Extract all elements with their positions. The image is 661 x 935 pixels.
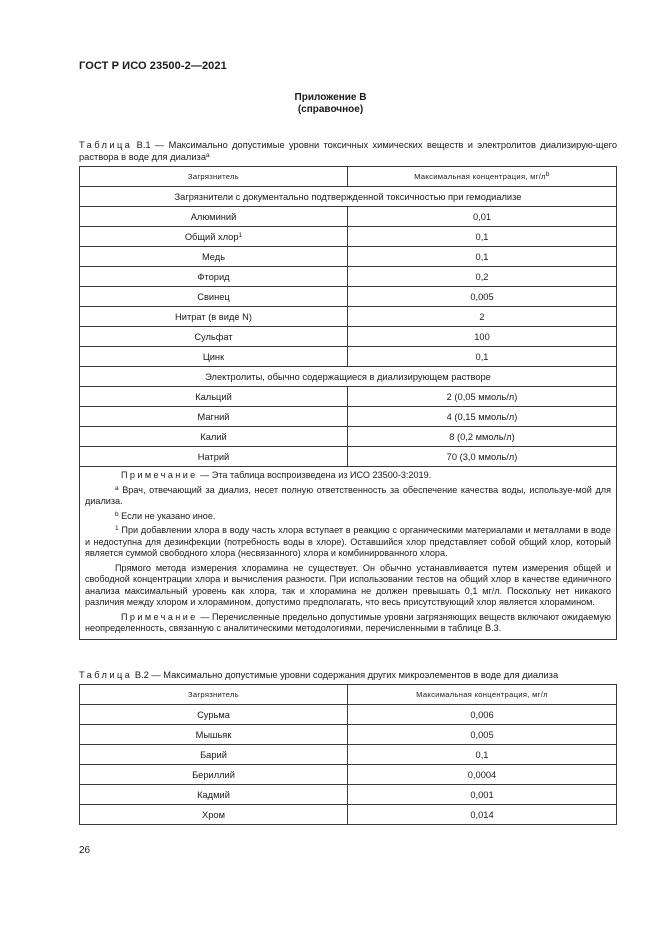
table2 <box>79 684 617 825</box>
table1-section2: Электролиты, обычно содержащиеся в диализирующем растворе <box>80 367 617 387</box>
note-1: Примечание — Эта таблица воспроизведена из ИСО 23500-3:2019. <box>121 470 432 480</box>
footnote-1: $^1$ При добавлении хлора в воду часть хлора вступает в реакцию с органическими материалами и металлами в воде и недоступна для дезинфекции (потребность воды в хлоре). Оставшийся хлор представляет собой общий хлор, который является суммой свободного хлора (несвязанного) хлора и комбинированного хлора. <box>85 525 611 558</box>
concentration-value: 2 <box>348 307 617 327</box>
table1-col2-header: Максимальная концентрация, $мг/л^b$ <box>348 167 617 187</box>
concentration-value: 0,014 <box>348 805 617 825</box>
contaminant-name: Общий хлор$^1$ <box>80 227 348 247</box>
table-row <box>80 287 617 307</box>
appendix-title: Приложение В <box>294 92 367 103</box>
table-row <box>80 307 617 327</box>
element-name: Кадмий <box>80 785 348 805</box>
table-row <box>80 227 617 247</box>
appendix-subtitle: (справочное) <box>297 104 364 115</box>
table1-caption-text: В.1 — Максимально допустимые уровни токсичных химических веществ и электролитов диализирую-щего раствора в воде для диализа <box>79 140 617 162</box>
table1-section1: Загрязнители с документально подтвержденной токсичностью при гемодиализе <box>80 187 617 207</box>
element-name: Хром <box>80 805 348 825</box>
table2-caption-text: В.2 — Максимально допустимые уровни содержания других микроэлементов в воде для диализа <box>134 670 559 680</box>
concentration-value: 0,006 <box>348 705 617 725</box>
table-row <box>80 407 617 427</box>
table2-col1-header: Загрязнитель <box>80 685 348 705</box>
table-row <box>80 725 617 745</box>
table2-col2-header: Максимальная концентрация, мг/л <box>348 685 617 705</box>
concentration-value: 0,005 <box>348 287 617 307</box>
footnote-b: $^b$ Если не указано иное. <box>115 510 216 521</box>
table1-section-row <box>80 187 617 207</box>
table-row <box>80 705 617 725</box>
table-row <box>80 427 617 447</box>
table2-caption <box>79 669 617 681</box>
appendix-heading <box>0 92 661 116</box>
concentration-value: 0,0004 <box>348 765 617 785</box>
concentration-value: 0,01 <box>348 207 617 227</box>
electrolyte-name: Магний <box>80 407 348 427</box>
table1-caption-sup: a <box>205 152 210 159</box>
electrolyte-name: Натрий <box>80 447 348 467</box>
concentration-value: 0,1 <box>348 247 617 267</box>
table-row <box>80 267 617 287</box>
table-row <box>80 447 617 467</box>
document-header: ГОСТ Р ИСО 23500-2—2021 <box>79 60 227 72</box>
table-row <box>80 327 617 347</box>
table1-caption <box>79 139 617 163</box>
table-row <box>80 765 617 785</box>
page-number: 26 <box>79 845 91 856</box>
concentration-value: 0,1 <box>348 347 617 367</box>
element-name: Бериллий <box>80 765 348 785</box>
contaminant-name: Алюминий <box>80 207 348 227</box>
table-row <box>80 207 617 227</box>
element-name: Сурьма <box>80 705 348 725</box>
contaminant-name: Нитрат (в виде N) <box>80 307 348 327</box>
electrolyte-name: Кальций <box>80 387 348 407</box>
concentration-value: 0,005 <box>348 725 617 745</box>
table-row <box>80 805 617 825</box>
table2-header-row <box>80 685 617 705</box>
contaminant-name: Медь <box>80 247 348 267</box>
footnote-a: $^a$ Врач, отвечающий за диализ, несет полную ответственность за обеспечение качества воды, используе-мой для диализа. <box>85 484 611 506</box>
contaminant-name: Свинец <box>80 287 348 307</box>
table1 <box>79 166 617 640</box>
table1-notes <box>80 467 617 640</box>
note-2: Примечание — Перечисленные предельно допустимые уровни загрязняющих веществ включают ожидаемую неопределенность, связанную с аналитическими методологиями, перечисленными в таблице В.3. <box>85 611 611 633</box>
table-row <box>80 387 617 407</box>
table1-header-row <box>80 167 617 187</box>
concentration-value: 70 (3,0 ммоль/л) <box>348 447 617 467</box>
contaminant-name: Сульфат <box>80 327 348 347</box>
electrolyte-name: Калий <box>80 427 348 447</box>
table-row <box>80 247 617 267</box>
chloramine-paragraph: Прямого метода измерения хлорамина не существует. Он обычно устанавливается путем измерения общей и свободной концентрации хлора и вычисления разности. При использовании тестов на общий хлор в качестве единичного анализа максимальный уровень как хлора, так и хлорамина не должен превышать 0,1 мг/л. Поскольку нет никакого различия между хлором и хлорамином, допустимо предполагать, что весь присутствующий хлор является хлорамином. <box>85 562 611 607</box>
table2-caption-label: Таблица <box>79 670 133 680</box>
contaminant-name: Цинк <box>80 347 348 367</box>
table-row <box>80 745 617 765</box>
element-name: Мышьяк <box>80 725 348 745</box>
concentration-value: 0,2 <box>348 267 617 287</box>
concentration-value: 4 (0,15 ммоль/л) <box>348 407 617 427</box>
table1-col1-header: Загрязнитель <box>80 167 348 187</box>
concentration-value: 2 (0,05 ммоль/л) <box>348 387 617 407</box>
table1-section-row <box>80 367 617 387</box>
concentration-value: 8 (0,2 ммоль/л) <box>348 427 617 447</box>
concentration-value: 0,1 <box>348 227 617 247</box>
table1-notes-row <box>80 467 617 640</box>
concentration-value: 0,001 <box>348 785 617 805</box>
table-row <box>80 785 617 805</box>
contaminant-name: Фторид <box>80 267 348 287</box>
concentration-value: 100 <box>348 327 617 347</box>
table-row <box>80 347 617 367</box>
table1-caption-label: Таблица <box>79 140 133 150</box>
element-name: Барий <box>80 745 348 765</box>
concentration-value: 0,1 <box>348 745 617 765</box>
